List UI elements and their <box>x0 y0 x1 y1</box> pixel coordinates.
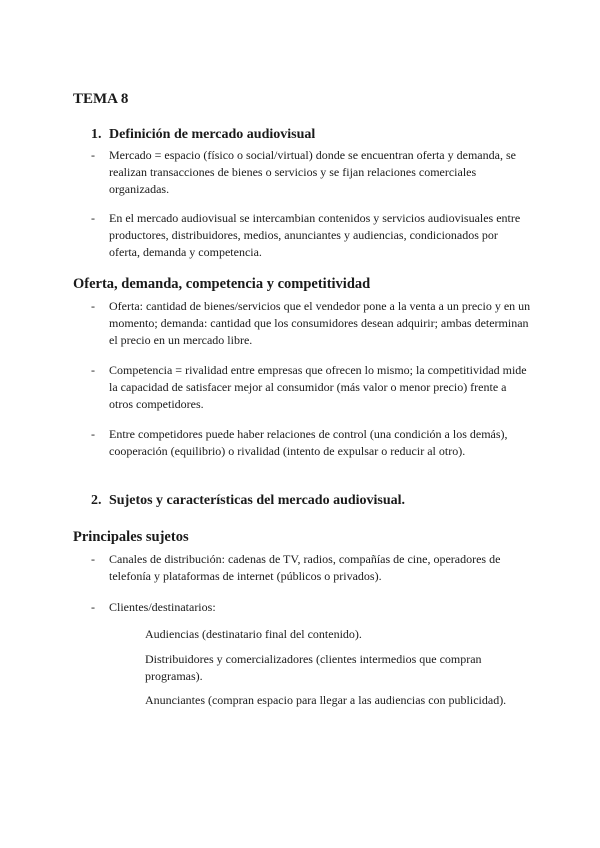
bullet-dash: - <box>91 427 95 441</box>
subjects-section-heading: Principales sujetos <box>73 529 189 545</box>
bullet-dash: - <box>91 552 95 566</box>
sub-list-item: Audiencias (destinatario final del contenido). <box>145 627 362 641</box>
offer-section-heading: Oferta, demanda, competencia y competitividad <box>73 276 371 292</box>
sub-list-item: Distribuidores y comercializadores (clientes intermedios que compran programas). <box>145 652 482 683</box>
section-2-number: 2. <box>91 493 102 508</box>
list-item-text: Mercado = espacio (físico o social/virtual) donde se encuentran oferta y demanda, se realizan transacciones de bienes o servicios y se fijan relaciones comerciales organizadas. <box>109 148 516 196</box>
list-item <box>91 362 531 413</box>
list-item <box>91 426 531 460</box>
bullet-dash: - <box>91 211 95 225</box>
document-title: TEMA 8 <box>73 91 129 107</box>
bullet-dash: - <box>91 299 95 313</box>
sub-list-item: Anunciantes (compran espacio para llegar a las audiencias con publicidad). <box>145 693 507 707</box>
list-item-text: Canales de distribución: cadenas de TV, radios, compañías de cine, operadores de telefonía y plataformas de internet (públicos o privados). <box>109 552 501 583</box>
section-1-number: 1. <box>91 127 102 142</box>
list-item-text: Entre competidores puede haber relaciones de control (una condición a los demás), cooperación (equilibrio) o rivalidad (intento de expulsar o reducir al otro). <box>109 427 508 458</box>
section-1-title: Definición de mercado audiovisual <box>109 127 316 142</box>
list-item-text: Clientes/destinatarios: <box>109 600 216 614</box>
list-item <box>91 551 531 585</box>
list-item <box>91 210 531 261</box>
list-item-text: Oferta: cantidad de bienes/servicios que el vendedor pone a la venta a un precio y en un momento; demanda: cantidad que los consumidores desean adquirir; ambas determinan el precio en un mercado libre. <box>109 299 531 347</box>
bullet-dash: - <box>91 363 95 377</box>
list-item <box>91 147 531 198</box>
section-2-heading <box>91 493 405 509</box>
section-1-heading <box>91 127 315 143</box>
section-2-title: Sujetos y características del mercado audiovisual. <box>109 493 406 508</box>
bullet-dash: - <box>91 600 95 614</box>
list-item <box>91 599 531 616</box>
list-item <box>91 298 531 349</box>
bullet-dash: - <box>91 148 95 162</box>
list-item-text: En el mercado audiovisual se intercambian contenidos y servicios audiovisuales entre productores, distribuidores, medios, anunciantes y audiencias, condicionados por oferta, demanda y competencia. <box>109 211 521 259</box>
list-item-text: Competencia = rivalidad entre empresas que ofrecen lo mismo; la competitividad mide la capacidad de satisfacer mejor al consumidor (más valor o menor precio) frente a otros competidores. <box>109 363 527 411</box>
